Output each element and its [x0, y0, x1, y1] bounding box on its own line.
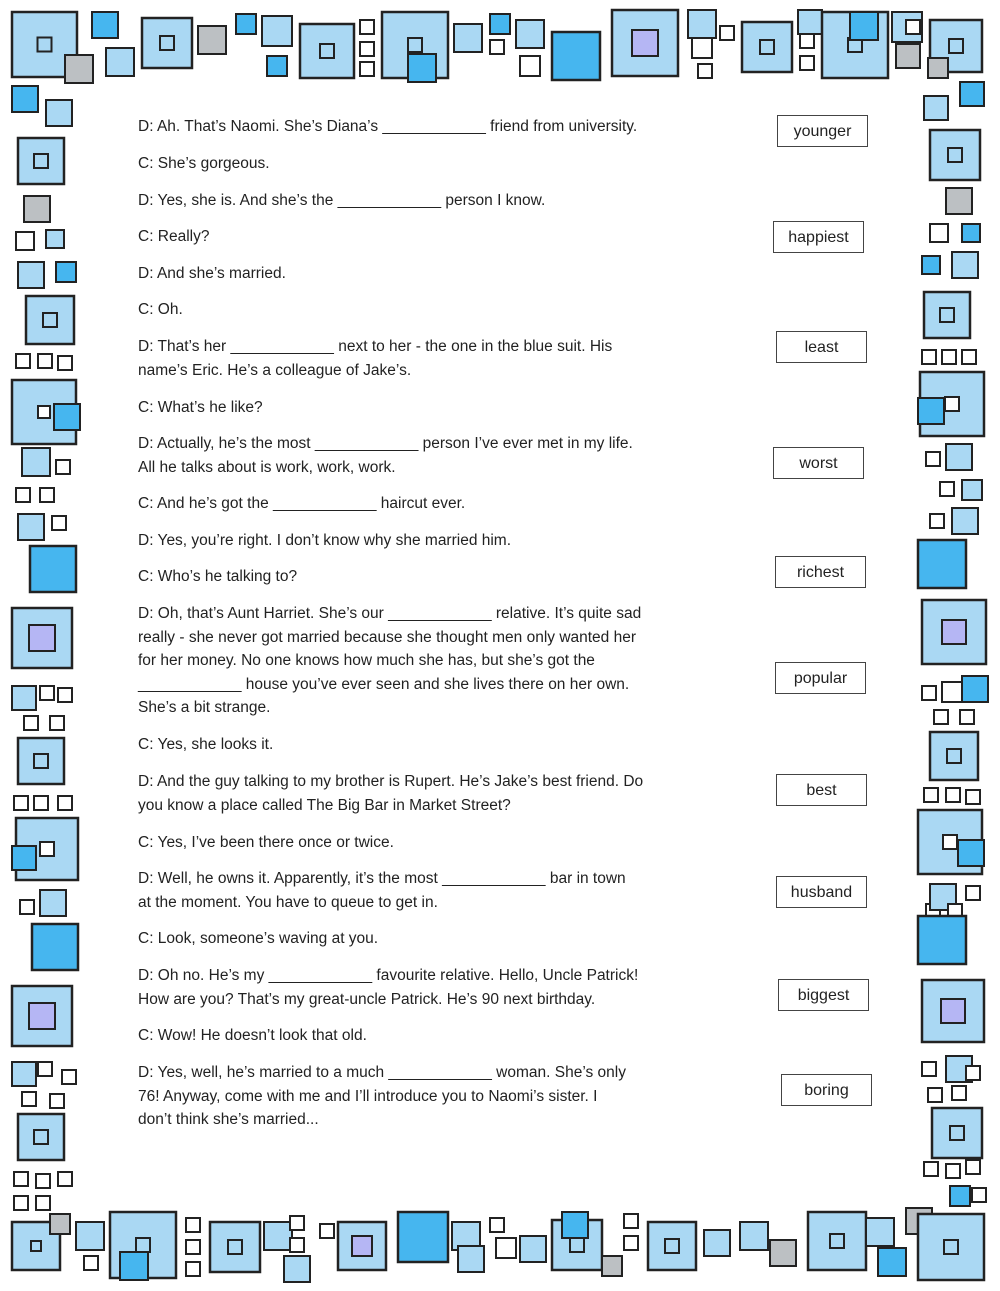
border-square — [284, 1256, 310, 1282]
border-square — [948, 148, 962, 162]
border-square — [320, 1224, 334, 1238]
border-square — [106, 48, 134, 76]
dialogue-line: D: Ah. That’s Naomi. She’s Diana’s ____________ friend from university. — [138, 118, 638, 135]
border-square — [454, 24, 482, 52]
border-square — [38, 354, 52, 368]
border-square — [918, 540, 966, 588]
border-square — [458, 1246, 484, 1272]
border-square — [922, 256, 940, 274]
border-square — [830, 1234, 844, 1248]
dialogue-line: C: She’s gorgeous. — [138, 155, 270, 172]
border-square — [520, 56, 540, 76]
border-square — [12, 686, 36, 710]
border-square — [84, 1256, 98, 1270]
border-square — [602, 1256, 622, 1276]
border-square — [924, 96, 948, 120]
border-square — [360, 20, 374, 34]
border-square — [54, 404, 80, 430]
border-square — [12, 846, 36, 870]
border-square — [32, 924, 78, 970]
border-square — [940, 482, 954, 496]
border-square — [720, 26, 734, 40]
border-square — [408, 38, 422, 52]
border-square — [43, 313, 57, 327]
border-square — [490, 14, 510, 34]
border-square — [76, 1222, 104, 1250]
border-square — [966, 1160, 980, 1174]
border-square — [760, 40, 774, 54]
border-square — [516, 20, 544, 48]
border-square — [56, 262, 76, 282]
word-card-least[interactable]: least — [776, 331, 867, 363]
border-square — [944, 1240, 958, 1254]
dialogue-line: C: Oh. — [138, 301, 183, 318]
border-square — [31, 1241, 41, 1251]
border-square — [12, 1062, 36, 1086]
border-square — [632, 30, 658, 56]
border-square — [966, 1066, 980, 1080]
dialogue-line: C: And he’s got the ____________ haircut ever. — [138, 495, 466, 512]
border-square — [12, 86, 38, 112]
border-square — [40, 890, 66, 916]
border-square — [29, 625, 55, 651]
border-square — [946, 444, 972, 470]
border-square — [490, 1218, 504, 1232]
word-card-boring[interactable]: boring — [781, 1074, 872, 1106]
border-square — [30, 546, 76, 592]
border-square — [850, 12, 878, 40]
border-square — [36, 1174, 50, 1188]
border-square — [966, 790, 980, 804]
border-square — [50, 716, 64, 730]
border-square — [40, 842, 54, 856]
border-square — [704, 1230, 730, 1256]
border-square — [360, 42, 374, 56]
border-square — [946, 788, 960, 802]
border-square — [562, 1212, 588, 1238]
border-square — [22, 1092, 36, 1106]
border-square — [520, 1236, 546, 1262]
border-square — [698, 64, 712, 78]
word-card-happiest[interactable]: happiest — [773, 221, 864, 253]
border-square — [136, 1238, 150, 1252]
border-square — [943, 835, 957, 849]
border-square — [966, 886, 980, 900]
border-square — [16, 354, 30, 368]
border-square — [928, 58, 948, 78]
border-square — [408, 54, 436, 82]
border-square — [62, 1070, 76, 1084]
border-square — [934, 710, 948, 724]
border-square — [878, 1248, 906, 1276]
border-square — [940, 308, 954, 322]
border-square — [945, 397, 959, 411]
border-square — [958, 840, 984, 866]
border-square — [262, 16, 292, 46]
border-square — [14, 1172, 28, 1186]
border-square — [926, 452, 940, 466]
border-square — [320, 44, 334, 58]
border-square — [58, 688, 72, 702]
border-square — [688, 10, 716, 38]
border-square — [36, 1196, 50, 1210]
dialogue-line: D: Oh, that’s Aunt Harriet. She’s our ____________ relative. It’s quite sad really - she never got married because she thought men only wanted her for her money. No one knows how much she has, but she’s got the ____________ house you’ve ever seen and she lives there on her own. She’s a bit strange. — [138, 605, 642, 716]
border-square — [120, 1252, 148, 1280]
border-square — [952, 1086, 966, 1100]
border-square — [740, 1222, 768, 1250]
border-square — [34, 154, 48, 168]
word-card-best[interactable]: best — [776, 774, 867, 806]
border-square — [960, 710, 974, 724]
word-card-popular[interactable]: popular — [775, 662, 866, 694]
border-square — [952, 508, 978, 534]
border-square — [952, 252, 978, 278]
border-square — [34, 1130, 48, 1144]
border-square — [942, 682, 962, 702]
dialogue-line: C: Look, someone’s waving at you. — [138, 930, 379, 947]
dialogue-line: D: Yes, you’re right. I don’t know why she married him. — [138, 532, 512, 549]
border-square — [906, 20, 920, 34]
border-square — [950, 1186, 970, 1206]
border-square — [20, 900, 34, 914]
border-square — [290, 1216, 304, 1230]
border-square — [922, 686, 936, 700]
border-square — [186, 1262, 200, 1276]
border-square — [267, 56, 287, 76]
border-square — [186, 1240, 200, 1254]
border-square — [922, 1062, 936, 1076]
border-square — [918, 398, 944, 424]
dialogue-line: D: Yes, she is. And she’s the ____________ person I know. — [138, 192, 546, 209]
border-square — [65, 55, 93, 83]
border-square — [40, 686, 54, 700]
dialogue-line: C: What’s he like? — [138, 399, 263, 416]
border-square — [38, 38, 52, 52]
border-square — [800, 56, 814, 70]
border-square — [34, 796, 48, 810]
dialogue-line: D: Actually, he’s the most ____________ person I’ve ever met in my life. All he talks about is work, work, work. — [138, 435, 633, 476]
border-square — [960, 82, 984, 106]
border-square — [922, 350, 936, 364]
border-square — [46, 100, 72, 126]
border-square — [665, 1239, 679, 1253]
word-card-younger[interactable]: younger — [777, 115, 868, 147]
border-square — [496, 1238, 516, 1258]
border-square — [962, 480, 982, 500]
border-square — [92, 12, 118, 38]
word-card-richest[interactable]: richest — [775, 556, 866, 588]
border-square — [38, 1062, 52, 1076]
border-square — [34, 754, 48, 768]
border-square — [866, 1218, 894, 1246]
dialogue-line: C: Really? — [138, 228, 210, 245]
border-square — [56, 460, 70, 474]
border-square — [896, 44, 920, 68]
border-square — [946, 1164, 960, 1178]
word-card-biggest[interactable]: biggest — [778, 979, 869, 1011]
border-square — [624, 1214, 638, 1228]
border-square — [50, 1214, 70, 1234]
dialogue-line: D: Well, he owns it. Apparently, it’s the most ____________ bar in town at the moment. You have to queue to get in. — [138, 870, 626, 911]
border-square — [941, 999, 965, 1023]
border-square — [16, 232, 34, 250]
border-square — [198, 26, 226, 54]
border-square — [798, 10, 822, 34]
dialogue-line: D: And the guy talking to my brother is Rupert. He’s Jake’s best friend. Do you know a place called The Big Bar in Market Street? — [138, 773, 644, 814]
border-square — [930, 224, 948, 242]
border-square — [38, 406, 50, 418]
border-square — [18, 514, 44, 540]
dialogue-line: C: Yes, she looks it. — [138, 736, 274, 753]
border-square — [950, 1126, 964, 1140]
border-square — [930, 514, 944, 528]
border-square — [14, 796, 28, 810]
dialogue-line: D: And she’s married. — [138, 265, 286, 282]
border-square — [24, 196, 50, 222]
border-square — [962, 224, 980, 242]
border-square — [942, 620, 966, 644]
dialogue-line: D: Oh no. He’s my ____________ favourite relative. Hello, Uncle Patrick! How are you? That’s my great-uncle Patrick. He’s 90 next birthday. — [138, 967, 639, 1008]
border-square — [770, 1240, 796, 1266]
border-square — [18, 262, 44, 288]
border-square — [490, 40, 504, 54]
border-square — [22, 448, 50, 476]
border-square — [947, 749, 961, 763]
border-square — [360, 62, 374, 76]
border-square — [800, 34, 814, 48]
border-square — [552, 32, 600, 80]
border-square — [398, 1212, 448, 1262]
border-square — [972, 1188, 986, 1202]
border-square — [46, 230, 64, 248]
border-square — [58, 796, 72, 810]
border-square — [58, 356, 72, 370]
border-square — [946, 188, 972, 214]
border-square — [58, 1172, 72, 1186]
dialogue-line: C: Who’s he talking to? — [138, 568, 298, 585]
border-square — [942, 350, 956, 364]
border-square — [570, 1238, 584, 1252]
border-square — [264, 1222, 292, 1250]
border-square — [924, 1162, 938, 1176]
border-square — [924, 788, 938, 802]
border-square — [14, 1196, 28, 1210]
border-square — [186, 1218, 200, 1232]
border-square — [290, 1238, 304, 1252]
border-square — [949, 39, 963, 53]
border-square — [918, 916, 966, 964]
border-square — [160, 36, 174, 50]
border-square — [29, 1003, 55, 1029]
border-square — [40, 488, 54, 502]
border-square — [962, 350, 976, 364]
dialogue-line: C: Wow! He doesn’t look that old. — [138, 1027, 367, 1044]
dialogue-line: C: Yes, I’ve been there once or twice. — [138, 834, 394, 851]
border-square — [16, 488, 30, 502]
dialogue-line: D: Yes, well, he’s married to a much ____________ woman. She’s only 76! Anyway, come with me and I’ll introduce you to Naomi’s sister. I don’t think she’s married... — [138, 1064, 626, 1128]
border-square — [236, 14, 256, 34]
dialogue-line: D: That’s her ____________ next to her - the one in the blue suit. His name’s Eric. He’s a colleague of Jake’s. — [138, 338, 613, 379]
border-square — [692, 38, 712, 58]
border-square — [928, 1088, 942, 1102]
border-square — [52, 516, 66, 530]
border-square — [228, 1240, 242, 1254]
border-square — [24, 716, 38, 730]
border-square — [624, 1236, 638, 1250]
border-square — [50, 1094, 64, 1108]
word-card-worst[interactable]: worst — [773, 447, 864, 479]
border-square — [352, 1236, 372, 1256]
word-card-husband[interactable]: husband — [776, 876, 867, 908]
border-square — [962, 676, 988, 702]
